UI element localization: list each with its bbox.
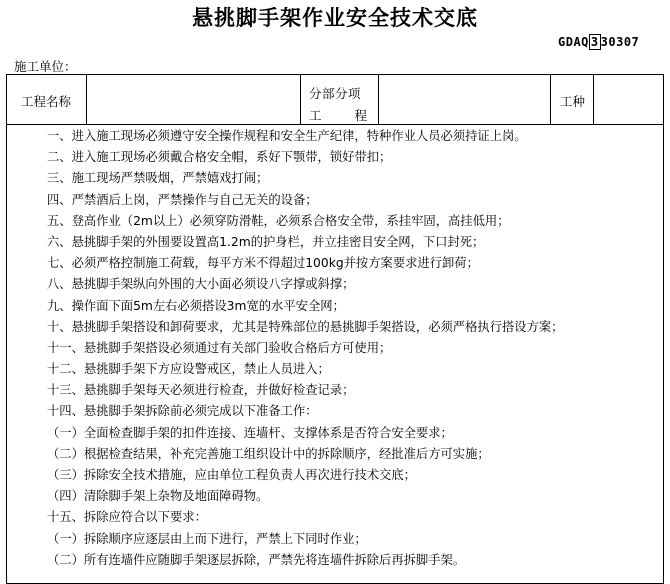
content-line: 二、进入施工现场必须戴合格安全帽，系好下颚带，锁好带扣； bbox=[47, 150, 392, 165]
sub-project-label-char1: 工 bbox=[309, 108, 322, 123]
column-divider bbox=[378, 75, 379, 124]
column-divider bbox=[300, 75, 301, 124]
column-divider bbox=[593, 75, 594, 124]
content-line: 十五、拆除应符合以下要求： bbox=[47, 510, 207, 525]
table-header-row bbox=[7, 75, 663, 125]
content-line: 一、进入施工现场必须遵守安全操作规程和安全生产纪律，特种作业人员必须持证上岗。 bbox=[47, 129, 527, 143]
content-line: 六、悬挑脚手架的外围要设置高1.2m的护身栏，并立挂密目安全网，下口封死； bbox=[47, 234, 485, 249]
sub-project-label-line2 bbox=[309, 106, 367, 124]
content-line: （一）拆除顺序应逐层由上而下进行，严禁上下同时作业； bbox=[47, 531, 367, 546]
content-line: 十三、悬挑脚手架每天必须进行检查，并做好检查记录； bbox=[47, 383, 355, 398]
construction-unit-label: 施工单位： bbox=[14, 59, 77, 74]
disclosure-table bbox=[6, 74, 664, 584]
code-suffix: 30307 bbox=[600, 35, 640, 49]
content-line: 九、操作面下面5m左右必须搭设3m宽的水平安全网； bbox=[47, 298, 345, 313]
sub-project-label-char2: 程 bbox=[354, 108, 367, 123]
code-boxed-digit: 3 bbox=[590, 35, 599, 49]
document-code bbox=[558, 35, 639, 49]
content-line: （二）根据检查结果，补充完善施工组织设计中的拆除顺序，经批准后方可实施； bbox=[47, 446, 490, 461]
content-line: 七、必须严格控制施工荷载，每平方米不得超过100kg并按方案要求进行卸荷； bbox=[47, 256, 479, 271]
content-line: 八、悬挑脚手架纵向外围的大小面必须设八字撑或斜撑； bbox=[47, 277, 355, 292]
content-line: （一）全面检查脚手架的扣件连接、连墙杆、支撑体系是否符合安全要求； bbox=[47, 425, 453, 440]
content-line: 四、严禁酒后上岗，严禁操作与自己无关的设备； bbox=[47, 192, 318, 207]
content-line: 十二、悬挑脚手架下方应设警戒区，禁止人员进入； bbox=[47, 362, 330, 377]
content-line: 三、施工现场严禁吸烟，严禁嬉戏打闹； bbox=[47, 171, 269, 186]
content-line: （四）清除脚手架上杂物及地面障碍物。 bbox=[47, 489, 269, 504]
code-prefix: GDAQ bbox=[558, 35, 589, 49]
column-divider bbox=[86, 75, 87, 124]
sub-project-label-line1: 分部分项 bbox=[309, 86, 362, 101]
content-line: 十一、悬挑脚手架搭设必须通过有关部门验收合格后方可使用； bbox=[47, 340, 392, 355]
content-line: 十四、悬挑脚手架拆除前必须完成以下准备工作： bbox=[47, 404, 318, 419]
content-line: （三）拆除安全技术措施，应由单位工程负责人再次进行技术交底； bbox=[47, 468, 416, 482]
column-divider bbox=[550, 75, 551, 124]
content-line: 十、悬挑脚手架搭设和卸荷要求，尤其是特殊部位的悬挑脚手架搭设，必须严格执行搭设方案； bbox=[47, 319, 564, 334]
disclosure-content bbox=[47, 126, 659, 571]
trade-label: 工种 bbox=[560, 94, 586, 109]
project-name-label: 工程名称 bbox=[21, 94, 72, 109]
document-title: 悬挑脚手架作业安全技术交底 bbox=[192, 6, 478, 30]
content-line: 五、登高作业（2m以上）必须穿防滑鞋，必须系合格安全带，系挂牢固，高挂低用； bbox=[47, 213, 510, 228]
content-line: （二）所有连墙件应随脚手架逐层拆除，严禁先将连墙件拆除后再拆脚手架。 bbox=[47, 552, 466, 567]
